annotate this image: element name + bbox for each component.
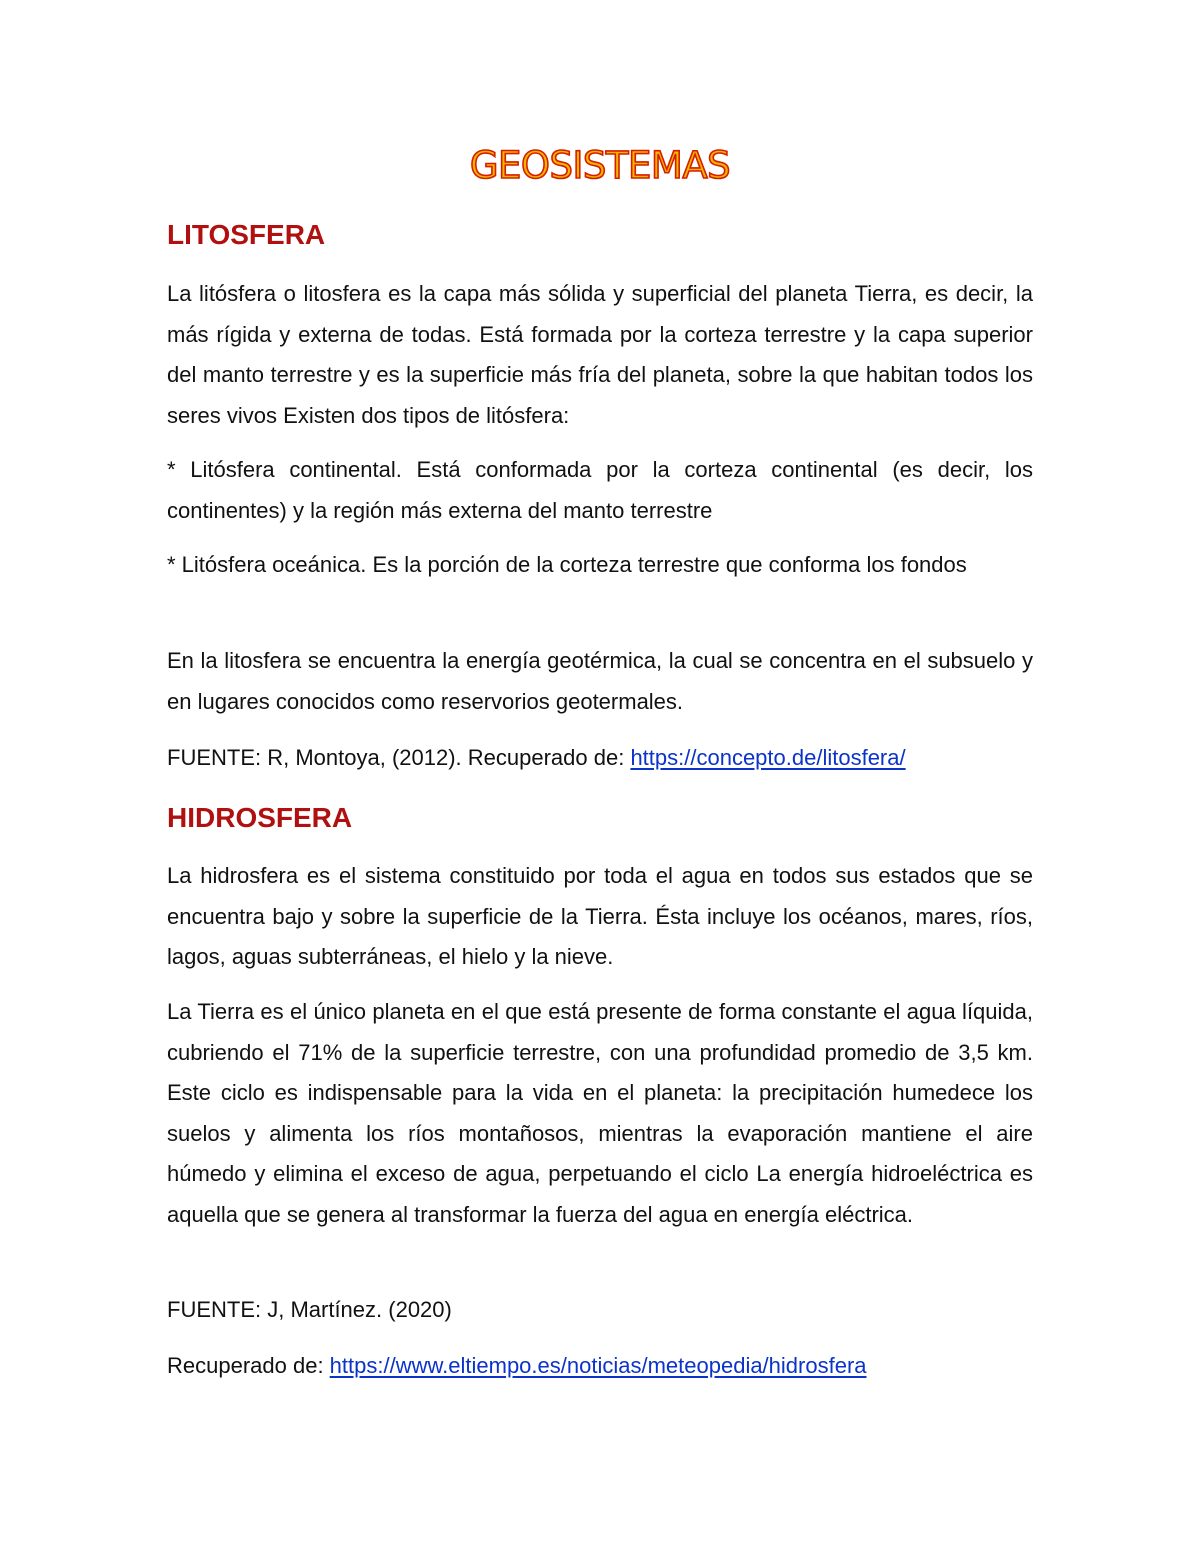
recovered-hidrosfera xyxy=(167,1346,1047,1387)
paragraph-litosfera-oceanica: * Litósfera oceánica. Es la porción de la corteza terrestre que conforma los fondos xyxy=(167,552,967,577)
source-hidrosfera: FUENTE: J, Martínez. (2020) xyxy=(167,1297,452,1322)
document-title: GEOSISTEMAS xyxy=(469,144,731,187)
source-litosfera-text: FUENTE: R, Montoya, (2012). Recuperado de: xyxy=(167,745,631,770)
paragraph-litosfera-intro: La litósfera o litosfera es la capa más sólida y superficial del planeta Tierra, es decir, la más rígida y externa de todas. Está formada por la corteza terrestre y la capa superior del manto terrestre y es la superficie más fría del planeta, sobre la que habitan todos los seres vivos Existen dos tipos de litósfera: xyxy=(167,281,1033,428)
section-heading-hidrosfera: HIDROSFERA xyxy=(167,802,353,833)
paragraph-hidrosfera-tierra: La Tierra es el único planeta en el que está presente de forma constante el agua líquida, cubriendo el 71% de la superficie terrestre, con una profundidad promedio de 3,5 km. Este ciclo es indispensable para la vida en el planeta: la precipitación humedece los suelos y alimenta los ríos montañosos, mientras la evaporación mantiene el aire húmedo y elimina el exceso de agua, perpetuando el ciclo La energía hidroeléctrica es aquella que se genera al transformar la fuerza del agua en energía eléctrica. xyxy=(167,999,1033,1227)
recovered-hidrosfera-text: Recuperado de: xyxy=(167,1353,330,1378)
paragraph-litosfera-continental: * Litósfera continental. Está conformada por la corteza continental (es decir, los continentes) y la región más externa del manto terrestre xyxy=(167,457,1033,523)
source-litosfera-link[interactable]: https://concepto.de/litosfera/ xyxy=(630,745,906,770)
source-hidrosfera-link[interactable]: https://www.eltiempo.es/noticias/meteopedia/hidrosfera xyxy=(329,1353,867,1378)
source-litosfera xyxy=(167,738,1047,779)
paragraph-litosfera-energia: En la litosfera se encuentra la energía geotérmica, la cual se concentra en el subsuelo y en lugares conocidos como reservorios geotermales. xyxy=(167,648,1033,714)
paragraph-hidrosfera-intro: La hidrosfera es el sistema constituido por toda el agua en todos sus estados que se encuentra bajo y sobre la superficie de la Tierra. Ésta incluye los océanos, mares, ríos, lagos, aguas subterráneas, el hielo y la nieve. xyxy=(167,863,1033,969)
section-heading-litosfera: LITOSFERA xyxy=(167,219,326,250)
